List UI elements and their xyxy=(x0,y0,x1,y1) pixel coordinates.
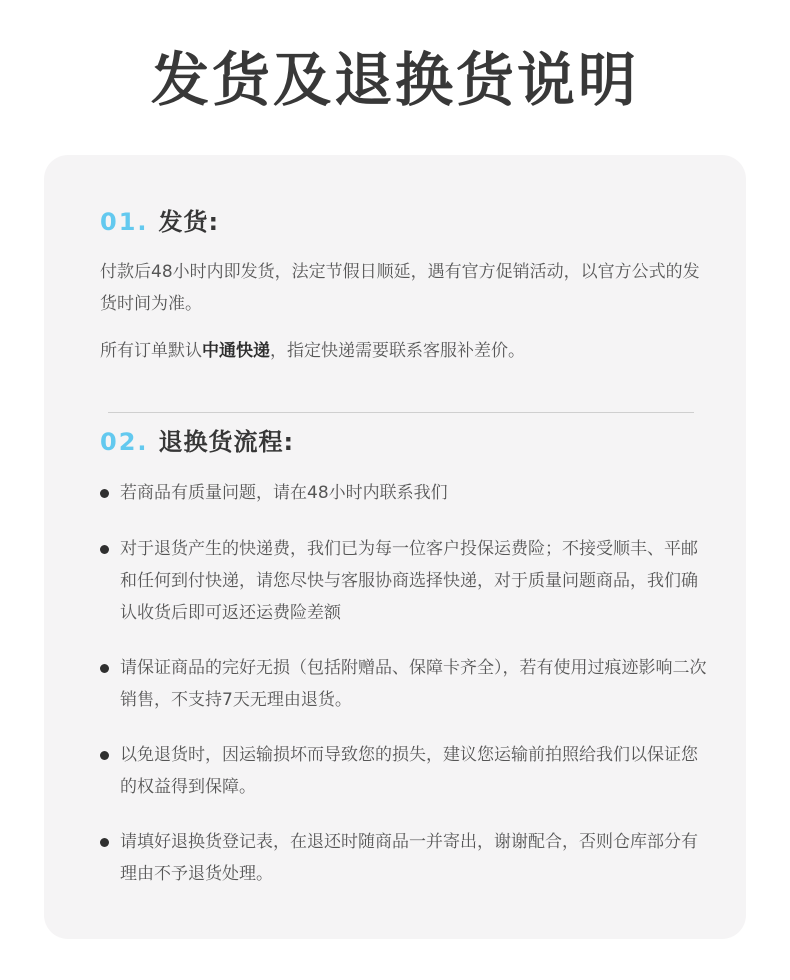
list-item-text: 以免退货时，因运输损坏而导致您的损失，建议您运输前拍照给我们以保证您的权益得到保障。 xyxy=(120,745,698,797)
shipping-time-paragraph: 付款后48小时内即发货，法定节假日顺延，遇有官方促销活动，以官方公式的发货时间为准。 xyxy=(100,262,700,314)
courier-text-before: 所有订单默认 xyxy=(100,341,202,361)
list-item-text: 对于退货产生的快递费，我们已为每一位客户投保运费险；不接受顺丰、平邮和任何到付快递，请您尽快与客服协商选择快递，对于质量问题商品，我们确认收货后即可返还运费险差额 xyxy=(120,539,698,623)
courier-highlight: 中通快递 xyxy=(202,341,270,361)
section-heading-returns xyxy=(100,425,294,459)
list-item-text: 请保证商品的完好无损（包括附赠品、保障卡齐全），若有使用过痕迹影响二次销售，不支持7天无理由退货。 xyxy=(120,658,707,710)
page-title: 发货及退换货说明 xyxy=(150,46,639,114)
bullet-dot-icon xyxy=(100,545,109,554)
bullet-dot-icon xyxy=(100,838,109,847)
section-divider xyxy=(108,412,694,413)
list-item xyxy=(100,739,712,803)
section-title: 退换货流程: xyxy=(158,428,295,456)
section-title: 发货: xyxy=(158,208,220,236)
section-number: 01. xyxy=(100,208,149,236)
courier-text-after: ，指定快递需要联系客服补差价。 xyxy=(270,341,525,361)
list-item xyxy=(100,652,712,716)
section-heading-shipping xyxy=(100,205,219,239)
info-card xyxy=(44,155,746,939)
list-item-text: 请填好退换货登记表，在退还时随商品一并寄出，谢谢配合，否则仓库部分有理由不予退货处理。 xyxy=(120,832,698,884)
list-item-text: 若商品有质量问题，请在48小时内联系我们 xyxy=(120,483,448,503)
section-number: 02. xyxy=(100,428,149,456)
list-item xyxy=(100,533,712,629)
bullet-dot-icon xyxy=(100,664,109,673)
list-item xyxy=(100,477,712,509)
list-item xyxy=(100,826,712,890)
bullet-dot-icon xyxy=(100,489,109,498)
bullet-dot-icon xyxy=(100,751,109,760)
courier-paragraph xyxy=(100,335,710,367)
